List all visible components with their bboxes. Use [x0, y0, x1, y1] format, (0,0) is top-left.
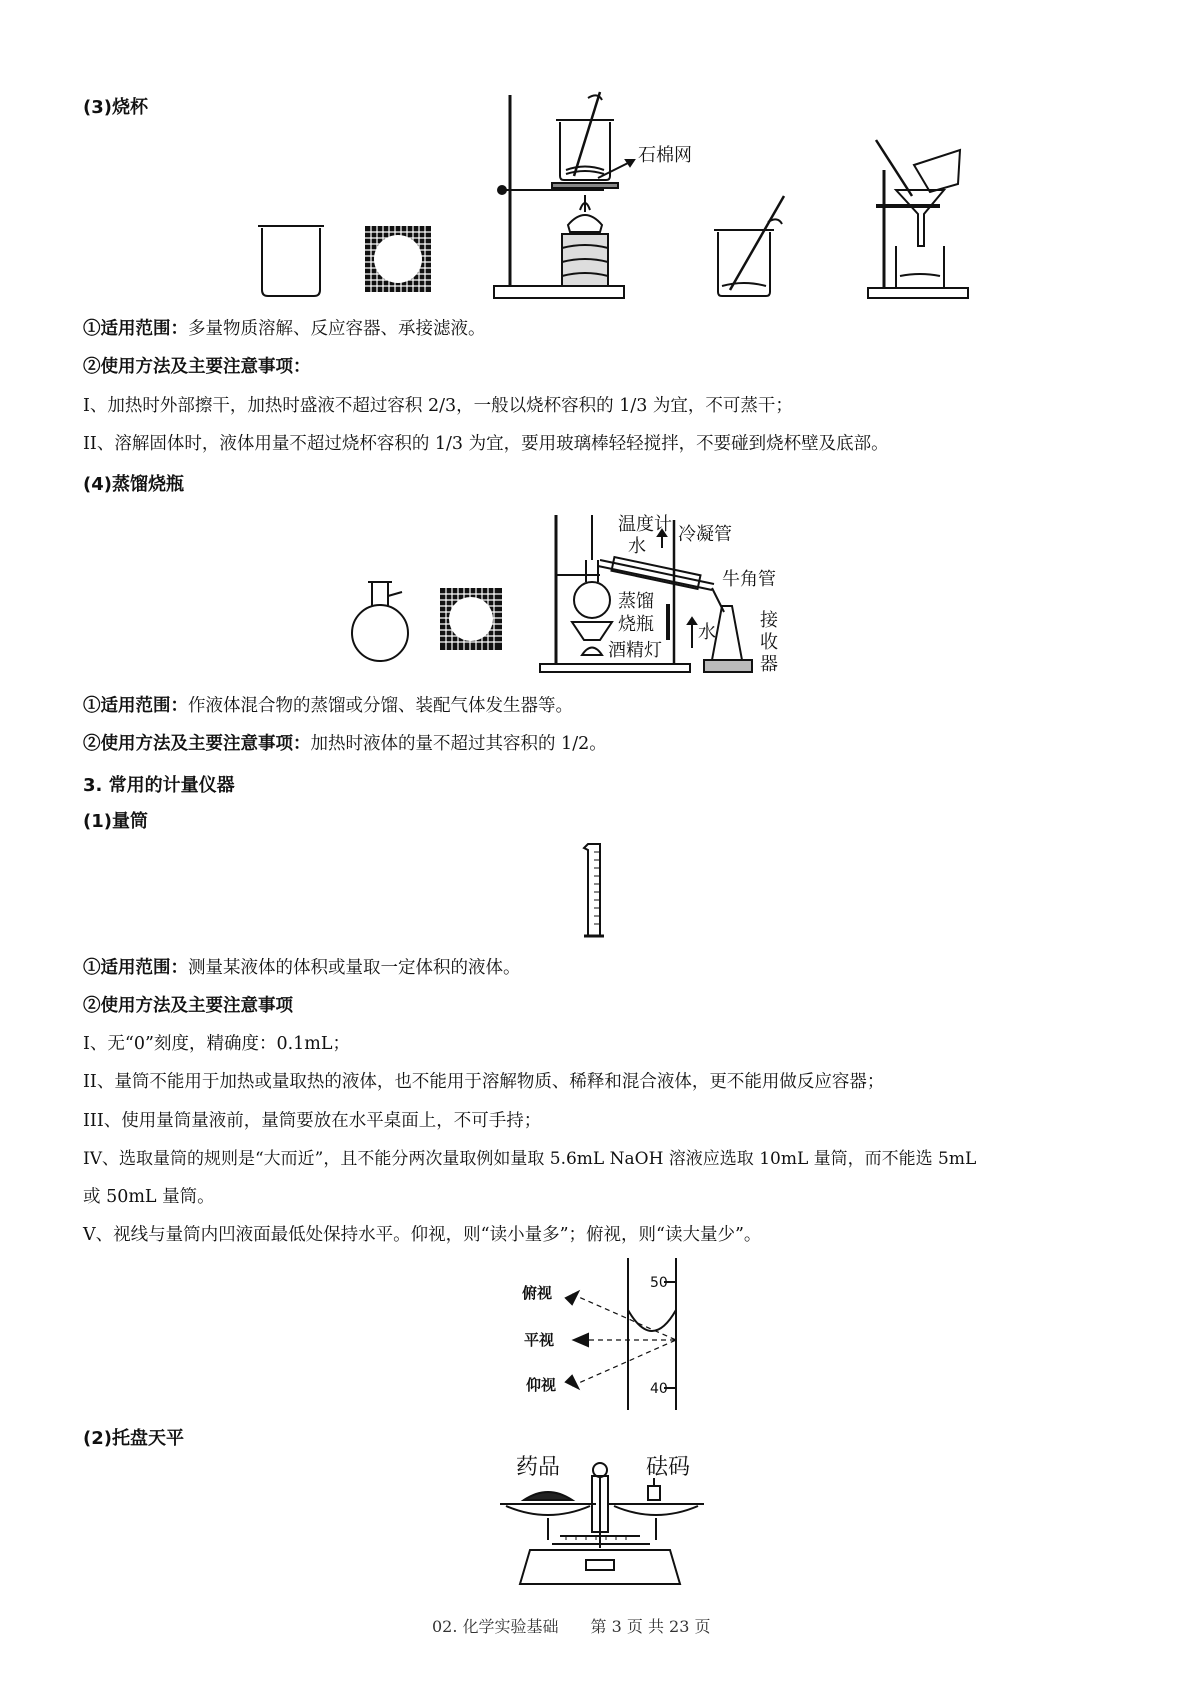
receiver-label-1: 接 [760, 610, 778, 631]
page-footer: 02. 化学实验基础 第 3 页 共 23 页 [432, 1617, 711, 1636]
balance-left-label: 药品 [516, 1455, 561, 1480]
cylinder-point-1: I、无“0”刻度，精确度：0.1mL； [83, 1034, 350, 1054]
cylinder-point-5: V、视线与量筒内凹液面最低处保持水平。仰视，则“读小量多”；俯视，则“读大量少”。 [83, 1225, 762, 1245]
beaker-scope: ①适用范围：多量物质溶解、反应容器、承接滤液。 [83, 319, 486, 339]
gauze-label: 石棉网 [638, 145, 692, 166]
cylinder-usage-label: ②使用方法及主要注意事项 [83, 996, 293, 1016]
flask-label-2: 烧瓶 [618, 614, 654, 635]
balance-right-label: 砝码 [646, 1455, 691, 1480]
condenser-label: 冷凝管 [678, 524, 732, 545]
receiver-label-3: 器 [760, 654, 778, 675]
beaker-point-1: I、加热时外部擦干，加热时盛液不超过容积 2/3，一般以烧杯容积的 1/3 为宜，不可蒸干； [83, 396, 793, 416]
section-title-cylinder: (1)量筒 [83, 811, 148, 832]
mark-40-label: 40 [650, 1381, 668, 1397]
section-title-flask: (4)蒸馏烧瓶 [83, 474, 184, 495]
section-title-balance: (2)托盘天平 [83, 1428, 184, 1449]
section-title-beaker: (3)烧杯 [83, 97, 148, 118]
cylinder-scope: ①适用范围：测量某液体的体积或量取一定体积的液体。 [83, 958, 521, 978]
thermometer-label: 温度计 [618, 514, 672, 535]
flask-scope: ①适用范围：作液体混合物的蒸馏或分馏、装配气体发生器等。 [83, 696, 573, 716]
section-title-measuring: 3. 常用的计量仪器 [83, 775, 235, 796]
water-bottom-label: 水 [698, 622, 716, 643]
tray-balance-icon [500, 1463, 704, 1584]
top-view-label: 俯视 [522, 1284, 553, 1302]
bottom-view-label: 仰视 [526, 1376, 557, 1394]
beaker-usage-label: ②使用方法及主要注意事项： [83, 357, 311, 377]
cylinder-point-3: III、使用量筒量液前，量筒要放在水平桌面上，不可手持； [83, 1111, 542, 1131]
cylinder-point-2: II、量筒不能用于加热或量取热的液体，也不能用于溶解物质、稀释和混合液体，更不能用做反应容器； [83, 1072, 885, 1092]
receiver-label-2: 收 [760, 632, 778, 653]
mark-50-label: 50 [650, 1275, 668, 1291]
water-top-label: 水 [628, 536, 646, 557]
flask-usage: ②使用方法及主要注意事项：加热时液体的量不超过其容积的 1/2。 [83, 734, 607, 754]
lamp-label: 酒精灯 [608, 640, 662, 661]
level-view-label: 平视 [524, 1331, 555, 1349]
flask-label-1: 蒸馏 [618, 591, 654, 612]
cylinder-point-4: IV、选取量筒的规则是“大而近”，且不能分两次量取例如量取 5.6mL NaOH 溶液应选取 10mL 量筒，而不能选 5mL [83, 1149, 977, 1169]
beaker-point-2: II、溶解固体时，液体用量不超过烧杯容积的 1/3 为宜，要用玻璃棒轻轻搅拌，不要碰到烧杯壁及底部。 [83, 434, 889, 454]
adapter-label: 牛角管 [722, 569, 776, 590]
cylinder-point-4-cont: 或 50mL 量筒。 [83, 1187, 215, 1207]
